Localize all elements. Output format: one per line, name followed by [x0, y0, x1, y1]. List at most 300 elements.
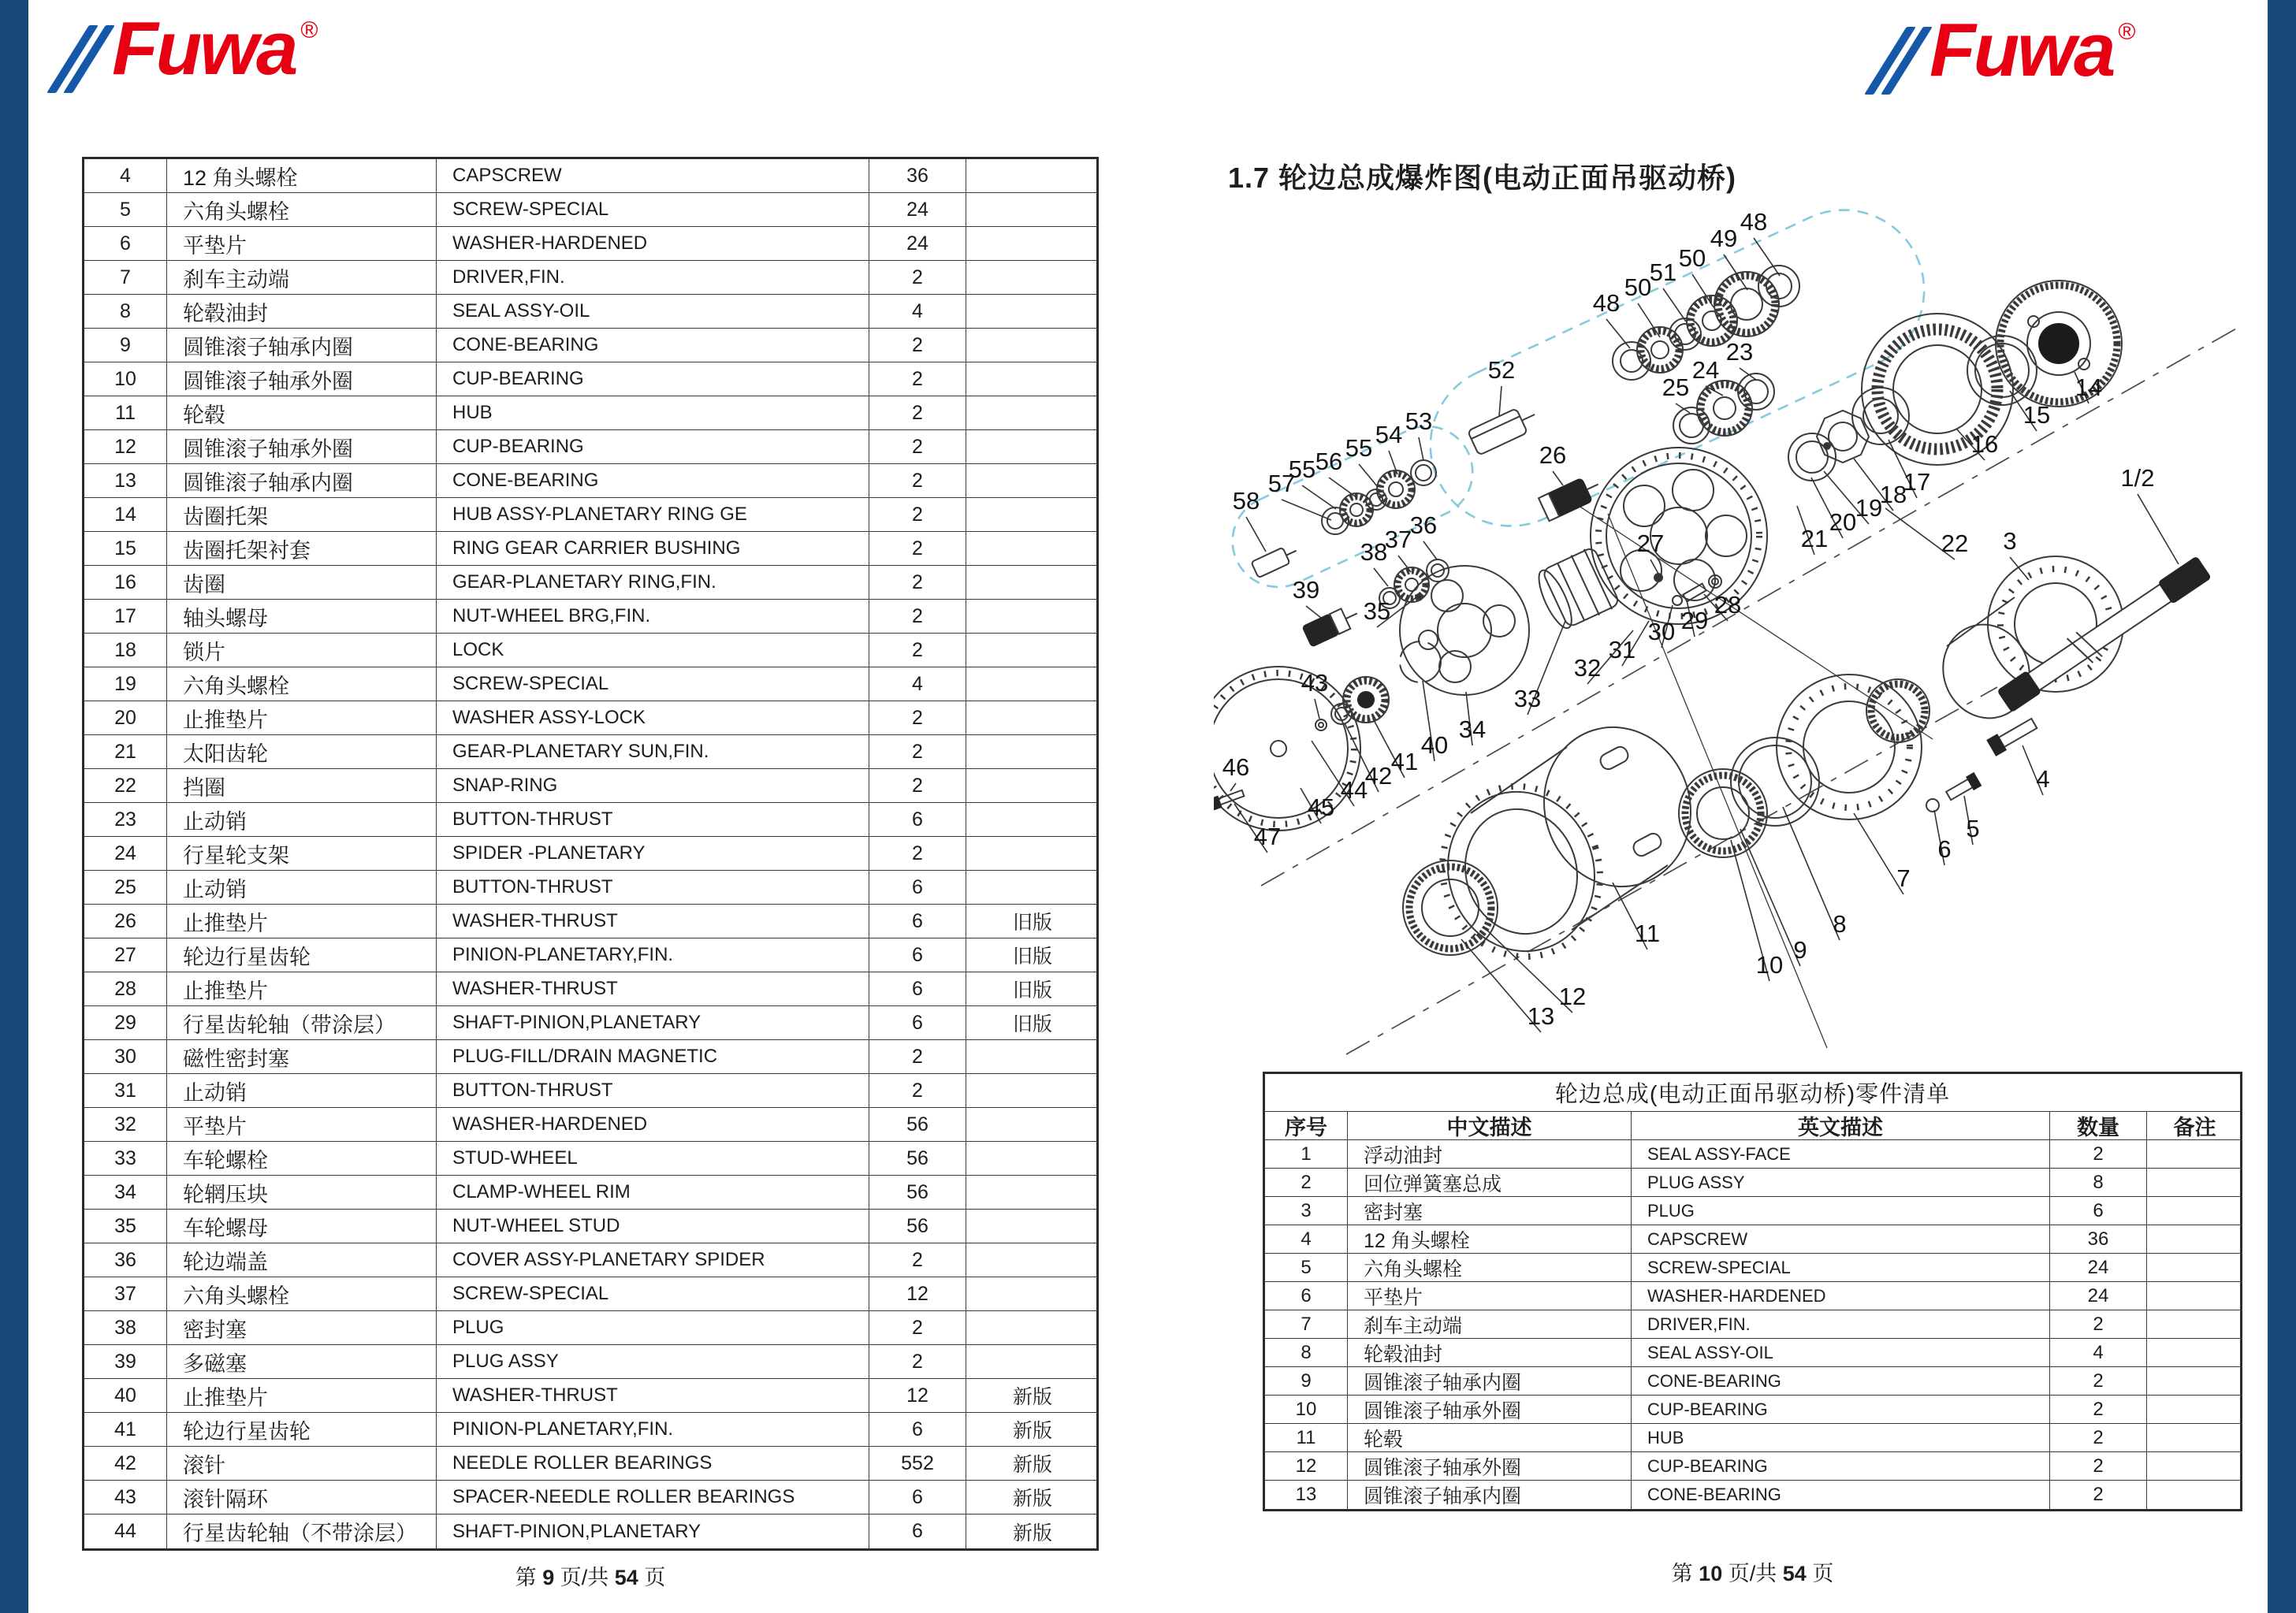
- cell-cn: 齿圈托架衬套: [167, 532, 437, 566]
- leader-line: [1783, 807, 1840, 940]
- cell-note: 新版: [966, 1413, 1099, 1447]
- table-row: [84, 295, 1096, 329]
- cell-no: 32: [84, 1108, 167, 1142]
- table-row: [1265, 1396, 2240, 1424]
- table-row: [84, 1210, 1096, 1243]
- table-row: [1265, 1254, 2240, 1282]
- cell-cn: 六角头螺栓: [167, 1277, 437, 1311]
- cell-qty: 56: [869, 1108, 966, 1142]
- exploded-view-diagram: [1214, 197, 2270, 1064]
- part-number-label: 21: [1800, 525, 1829, 552]
- cell-note: [966, 600, 1099, 634]
- cell-note: [966, 227, 1099, 261]
- part-number-label: 9: [1793, 936, 1807, 964]
- table-row: [84, 1006, 1096, 1040]
- cell-note: [966, 329, 1099, 362]
- part-number-label: 49: [1710, 225, 1738, 252]
- cell-qty: 2: [2050, 1396, 2147, 1424]
- cell-cn: 圆锥滚子轴承内圈: [167, 464, 437, 498]
- cell-cn: 车轮螺母: [167, 1210, 437, 1243]
- cell-no: 15: [84, 532, 167, 566]
- leader-line: [1246, 517, 1266, 552]
- cell-cn: 轮毂: [1348, 1424, 1632, 1452]
- part-number-label: 24: [1691, 356, 1720, 384]
- leader-line: [2138, 494, 2179, 564]
- cell-en: SCREW-SPECIAL: [1632, 1254, 2050, 1282]
- page-footer: 第 9 页/共 54 页: [515, 1566, 666, 1589]
- leader-line: [1419, 437, 1423, 460]
- part-number-label: 10: [1755, 951, 1784, 979]
- table-row: [84, 1481, 1096, 1515]
- cell-cn: 锁片: [167, 634, 437, 667]
- cell-note: 新版: [966, 1447, 1099, 1481]
- cell-no: 29: [84, 1006, 167, 1040]
- cell-cn: 多磁塞: [167, 1345, 437, 1379]
- cell-qty: 6: [869, 938, 966, 972]
- cell-cn: 止推垫片: [167, 972, 437, 1006]
- part-number-label: 1/2: [2120, 464, 2155, 492]
- logo-slashes-icon: [68, 25, 101, 93]
- cell-no: 16: [84, 566, 167, 600]
- page-footer: 第 10 页/共 54 页: [1671, 1562, 1834, 1585]
- part-number-label: 22: [1941, 530, 1969, 557]
- table-row: [84, 396, 1096, 430]
- table-row: [84, 362, 1096, 396]
- cell-qty: 24: [2050, 1282, 2147, 1310]
- part-number-label: 30: [1647, 618, 1676, 645]
- cell-qty: 2: [869, 464, 966, 498]
- cell-note: [966, 1277, 1099, 1311]
- cell-en: CONE-BEARING: [1632, 1367, 2050, 1396]
- cell-en: STUD-WHEEL: [437, 1142, 869, 1176]
- cell-cn: 回位弹簧塞总成: [1348, 1169, 1632, 1197]
- cell-en: WASHER-HARDENED: [437, 227, 869, 261]
- cell-qty: 6: [869, 972, 966, 1006]
- table-row: [1265, 1225, 2240, 1254]
- part-number-label: 34: [1458, 715, 1487, 743]
- cell-no: 18: [84, 634, 167, 667]
- cell-no: 40: [84, 1379, 167, 1413]
- cell-note: [966, 701, 1099, 735]
- cell-en: CONE-BEARING: [1632, 1481, 2050, 1509]
- cell-cn: 圆锥滚子轴承外圈: [167, 430, 437, 464]
- cell-cn: 圆锥滚子轴承外圈: [1348, 1452, 1632, 1481]
- part-number-label: 15: [2022, 401, 2051, 429]
- leader-line: [1306, 606, 1321, 618]
- cell-cn: 轮辋压块: [167, 1176, 437, 1210]
- cell-cn: 平垫片: [1348, 1282, 1632, 1310]
- page-count: 54: [614, 1566, 638, 1589]
- part-number-label: 54: [1375, 421, 1403, 448]
- cell-no: 21: [84, 735, 167, 769]
- table-row: [84, 735, 1096, 769]
- cell-note: [966, 803, 1099, 837]
- cell-cn: 平垫片: [167, 1108, 437, 1142]
- cell-no: 6: [84, 227, 167, 261]
- part-number-label: 42: [1364, 762, 1393, 790]
- table-row: [84, 634, 1096, 667]
- part-number-label: 50: [1624, 273, 1652, 301]
- cell-cn: 浮动油封: [1348, 1140, 1632, 1169]
- cell-no: 36: [84, 1243, 167, 1277]
- cell-note: [2147, 1481, 2242, 1509]
- part-number-label: 48: [1740, 208, 1768, 236]
- part-number-label: 17: [1903, 468, 1931, 496]
- cell-note: [2147, 1424, 2242, 1452]
- part-number-label: 13: [1527, 1002, 1555, 1030]
- cell-note: [2147, 1169, 2242, 1197]
- cell-cn: 圆锥滚子轴承内圈: [167, 329, 437, 362]
- cell-no: 13: [84, 464, 167, 498]
- part-number-label: 5: [1966, 815, 1980, 842]
- cell-no: 26: [84, 905, 167, 938]
- cell-cn: 止推垫片: [167, 905, 437, 938]
- leader-line: [1329, 478, 1357, 498]
- part-number-label: 20: [1829, 508, 1857, 536]
- part-number-label: 35: [1363, 597, 1391, 625]
- part-number-label: 4: [2036, 765, 2050, 793]
- cell-qty: 6: [869, 871, 966, 905]
- leader-line: [1663, 288, 1686, 321]
- cell-qty: 4: [869, 295, 966, 329]
- cell-en: DRIVER,FIN.: [1632, 1310, 2050, 1339]
- cell-note: [966, 396, 1099, 430]
- table-row: [84, 1142, 1096, 1176]
- cell-qty: 2: [2050, 1367, 2147, 1396]
- cell-en: WASHER-THRUST: [437, 1379, 869, 1413]
- cell-no: 13: [1265, 1481, 1348, 1509]
- cell-note: [966, 295, 1099, 329]
- table-row: [84, 566, 1096, 600]
- cell-qty: 2: [869, 329, 966, 362]
- part-number-label: 58: [1232, 487, 1260, 515]
- cell-no: 9: [84, 329, 167, 362]
- table-row: [84, 193, 1096, 227]
- cell-en: WASHER ASSY-LOCK: [437, 701, 869, 735]
- cell-en: PLUG ASSY: [1632, 1169, 2050, 1197]
- registered-mark: ®: [2118, 19, 2136, 45]
- table-row: [84, 159, 1096, 193]
- cell-qty: 2: [2050, 1310, 2147, 1339]
- cell-en: SCREW-SPECIAL: [437, 193, 869, 227]
- table-row: [84, 1277, 1096, 1311]
- cell-cn: 圆锥滚子轴承外圈: [167, 362, 437, 396]
- cell-en: SEAL ASSY-FACE: [1632, 1140, 2050, 1169]
- cell-cn: 密封塞: [167, 1311, 437, 1345]
- cell-no: 12: [84, 430, 167, 464]
- cell-note: [966, 430, 1099, 464]
- cell-en: HUB: [437, 396, 869, 430]
- cell-no: 11: [84, 396, 167, 430]
- cell-cn: 12 角头螺栓: [167, 159, 437, 193]
- cell-note: [966, 261, 1099, 295]
- cell-cn: 刹车主动端: [167, 261, 437, 295]
- cell-cn: 六角头螺栓: [1348, 1254, 1632, 1282]
- cell-en: PLUG: [437, 1311, 869, 1345]
- table-row: [84, 498, 1096, 532]
- header-en: 英文描述: [1632, 1112, 2050, 1140]
- table-row: [84, 329, 1096, 362]
- cell-qty: 2: [869, 396, 966, 430]
- cell-en: SPIDER -PLANETARY: [437, 837, 869, 871]
- section-title: 1.7 轮边总成爆炸图(电动正面吊驱动桥): [1228, 162, 1737, 194]
- cell-qty: 552: [869, 1447, 966, 1481]
- part-number-label: 27: [1636, 530, 1665, 557]
- cell-note: [2147, 1140, 2242, 1169]
- cell-no: 4: [1265, 1225, 1348, 1254]
- table-row: [84, 667, 1096, 701]
- cell-note: [2147, 1396, 2242, 1424]
- part-number-label: 46: [1222, 753, 1250, 781]
- cell-en: SEAL ASSY-OIL: [1632, 1339, 2050, 1367]
- cell-en: BUTTON-THRUST: [437, 803, 869, 837]
- table-row: [1265, 1310, 2240, 1339]
- cell-qty: 24: [2050, 1254, 2147, 1282]
- cell-cn: 行星轮支架: [167, 837, 437, 871]
- cell-no: 23: [84, 803, 167, 837]
- cell-qty: 2: [869, 634, 966, 667]
- cell-cn: 磁性密封塞: [167, 1040, 437, 1074]
- part-number-label: 57: [1267, 470, 1296, 497]
- cell-qty: 2: [2050, 1424, 2147, 1452]
- cell-no: 35: [84, 1210, 167, 1243]
- table-row: [1265, 1282, 2240, 1310]
- cell-en: CLAMP-WHEEL RIM: [437, 1176, 869, 1210]
- cell-qty: 2: [869, 1243, 966, 1277]
- cell-qty: 2: [869, 1311, 966, 1345]
- leader-line: [1499, 386, 1502, 416]
- header-no: 序号: [1265, 1112, 1348, 1140]
- cell-cn: 滚针: [167, 1447, 437, 1481]
- cell-qty: 56: [869, 1142, 966, 1176]
- cell-note: [966, 532, 1099, 566]
- cell-note: [966, 1074, 1099, 1108]
- cell-note: [966, 193, 1099, 227]
- cell-en: PINION-PLANETARY,FIN.: [437, 938, 869, 972]
- parts-table-page9: [82, 157, 1099, 1551]
- cell-cn: 轮边端盖: [167, 1243, 437, 1277]
- cell-qty: 2: [869, 532, 966, 566]
- leader-line: [1359, 464, 1378, 487]
- part-number-label: 36: [1409, 511, 1438, 539]
- cell-note: [966, 871, 1099, 905]
- cell-qty: 2: [869, 837, 966, 871]
- cell-en: CAPSCREW: [1632, 1225, 2050, 1254]
- cell-note: [966, 634, 1099, 667]
- cell-no: 43: [84, 1481, 167, 1515]
- cell-en: CUP-BEARING: [437, 362, 869, 396]
- cell-note: [966, 735, 1099, 769]
- cell-no: 20: [84, 701, 167, 735]
- leader-line: [1553, 471, 1563, 485]
- cell-note: [966, 464, 1099, 498]
- cell-no: 4: [84, 159, 167, 193]
- cell-no: 1: [1265, 1140, 1348, 1169]
- table-title: 轮边总成(电动正面吊驱动桥)零件清单: [1265, 1074, 2240, 1112]
- leader-line: [1423, 541, 1437, 559]
- table-row: [84, 1311, 1096, 1345]
- leader-line: [1302, 485, 1336, 509]
- cell-en: PINION-PLANETARY,FIN.: [437, 1413, 869, 1447]
- cell-no: 10: [1265, 1396, 1348, 1424]
- page-count: 54: [1782, 1562, 1807, 1585]
- cell-no: 28: [84, 972, 167, 1006]
- cell-en: PLUG-FILL/DRAIN MAGNETIC: [437, 1040, 869, 1074]
- cell-en: CONE-BEARING: [437, 329, 869, 362]
- part-number-label: 37: [1384, 526, 1412, 553]
- cell-en: CUP-BEARING: [1632, 1452, 2050, 1481]
- leader-line: [1230, 783, 1236, 791]
- part-number-label: 55: [1288, 455, 1316, 483]
- part-number-label: 43: [1301, 669, 1329, 697]
- part-number-label: 55: [1345, 434, 1373, 462]
- cell-qty: 4: [2050, 1339, 2147, 1367]
- cell-qty: 6: [869, 1006, 966, 1040]
- cell-cn: 轮毂油封: [167, 295, 437, 329]
- leader-line: [1650, 559, 1658, 574]
- cell-cn: 轴头螺母: [167, 600, 437, 634]
- cell-note: [966, 1243, 1099, 1277]
- part-number-label: 14: [2075, 374, 2103, 401]
- cell-cn: 齿圈托架: [167, 498, 437, 532]
- cell-note: [966, 769, 1099, 803]
- table-row: [84, 803, 1096, 837]
- cell-cn: 挡圈: [167, 769, 437, 803]
- page-number: 9: [542, 1566, 555, 1589]
- cell-qty: 6: [869, 1413, 966, 1447]
- cell-note: [966, 667, 1099, 701]
- part-number-label: 8: [1833, 910, 1847, 938]
- header-note: 备注: [2147, 1112, 2242, 1140]
- part-number-label: 25: [1662, 374, 1690, 401]
- leader-line: [1740, 829, 1800, 966]
- cell-qty: 6: [869, 1481, 966, 1515]
- cell-en: GEAR-PLANETARY SUN,FIN.: [437, 735, 869, 769]
- cell-note: [2147, 1197, 2242, 1225]
- part-number-label: 33: [1513, 685, 1542, 712]
- fuwa-logo: [68, 6, 318, 106]
- table-row: [84, 1345, 1096, 1379]
- cell-note: [966, 1210, 1099, 1243]
- cell-qty: 2: [869, 600, 966, 634]
- part-number-label: 3: [2003, 527, 2017, 555]
- table-row: [84, 1074, 1096, 1108]
- table-row: [84, 227, 1096, 261]
- table-row: [1265, 1140, 2240, 1169]
- table-row: [84, 261, 1096, 295]
- cell-en: SHAFT-PINION,PLANETARY: [437, 1006, 869, 1040]
- table-row: [84, 430, 1096, 464]
- logo-slashes-icon: [1885, 27, 1918, 95]
- logo-wordmark: Fuwa: [1929, 8, 2114, 92]
- part-number-label: 19: [1855, 494, 1883, 522]
- cell-en: CONE-BEARING: [437, 464, 869, 498]
- cell-note: [2147, 1254, 2242, 1282]
- part-number-label: 32: [1573, 654, 1602, 682]
- part-number-label: 53: [1405, 407, 1433, 435]
- part-number-label: 31: [1608, 636, 1636, 663]
- cell-en: GEAR-PLANETARY RING,FIN.: [437, 566, 869, 600]
- cell-en: HUB ASSY-PLANETARY RING GE: [437, 498, 869, 532]
- cell-no: 24: [84, 837, 167, 871]
- table-row: [84, 1176, 1096, 1210]
- cell-en: HUB: [1632, 1424, 2050, 1452]
- cell-no: 9: [1265, 1367, 1348, 1396]
- part-number-label: 44: [1340, 776, 1368, 804]
- cell-cn: 圆锥滚子轴承内圈: [1348, 1367, 1632, 1396]
- cell-no: 10: [84, 362, 167, 396]
- cell-qty: 6: [869, 905, 966, 938]
- cell-en: PLUG ASSY: [437, 1345, 869, 1379]
- cell-en: SCREW-SPECIAL: [437, 1277, 869, 1311]
- cell-note: [2147, 1452, 2242, 1481]
- cell-en: CUP-BEARING: [1632, 1396, 2050, 1424]
- registered-mark: ®: [300, 17, 318, 43]
- cell-no: 5: [84, 193, 167, 227]
- cell-note: [966, 1108, 1099, 1142]
- table-row: [84, 1447, 1096, 1481]
- cell-note: 新版: [1012, 1522, 1052, 1544]
- header-cn: 中文描述: [1348, 1112, 1632, 1140]
- part-number-label: 29: [1680, 607, 1709, 634]
- cell-cn: 六角头螺栓: [167, 193, 437, 227]
- cell-note: [966, 566, 1099, 600]
- cell-qty: 24: [869, 193, 966, 227]
- cell-en: CAPSCREW: [437, 159, 869, 193]
- cell-no: 25: [84, 871, 167, 905]
- leader-line: [1374, 568, 1388, 586]
- cell-note: [966, 1142, 1099, 1176]
- cell-no: 33: [84, 1142, 167, 1176]
- cell-note: [2147, 1367, 2242, 1396]
- part-number-label: 16: [1970, 430, 1999, 458]
- cell-qty: 2: [2050, 1481, 2147, 1509]
- cell-cn: 止推垫片: [167, 1379, 437, 1413]
- cell-en: SNAP-RING: [437, 769, 869, 803]
- part-number-label: 11: [1634, 920, 1661, 947]
- cell-qty: 2: [869, 701, 966, 735]
- cell-qty: 2: [2050, 1140, 2147, 1169]
- logo-wordmark: Fuwa: [112, 6, 296, 91]
- cell-en: BUTTON-THRUST: [437, 871, 869, 905]
- table-row: [1265, 1452, 2240, 1481]
- parts-table-page10: [1263, 1072, 2242, 1511]
- leader-line: [1282, 500, 1331, 520]
- cell-en: WASHER-HARDENED: [437, 1108, 869, 1142]
- table-row: [84, 769, 1096, 803]
- part-number-label: 48: [1592, 289, 1621, 317]
- left-page-border: [0, 0, 28, 1613]
- table-row: [84, 464, 1096, 498]
- cell-qty: 6: [2050, 1197, 2147, 1225]
- table-row: [84, 532, 1096, 566]
- header-qty: 数量: [2050, 1112, 2147, 1140]
- cell-note: 旧版: [966, 1006, 1099, 1040]
- cell-note: [966, 1040, 1099, 1074]
- cell-no: 8: [84, 295, 167, 329]
- cell-qty: 56: [869, 1210, 966, 1243]
- cell-en: SHAFT-PINION,PLANETARY: [437, 1515, 869, 1548]
- cell-no: 14: [84, 498, 167, 532]
- cell-en: DRIVER,FIN.: [437, 261, 869, 295]
- cell-note: [966, 498, 1099, 532]
- cell-no: 7: [84, 261, 167, 295]
- cell-cn: 平垫片: [167, 227, 437, 261]
- cell-no: 41: [84, 1413, 167, 1447]
- part-number-label: 45: [1307, 793, 1335, 821]
- cell-no: 44: [84, 1515, 167, 1548]
- cell-note: [2147, 1310, 2242, 1339]
